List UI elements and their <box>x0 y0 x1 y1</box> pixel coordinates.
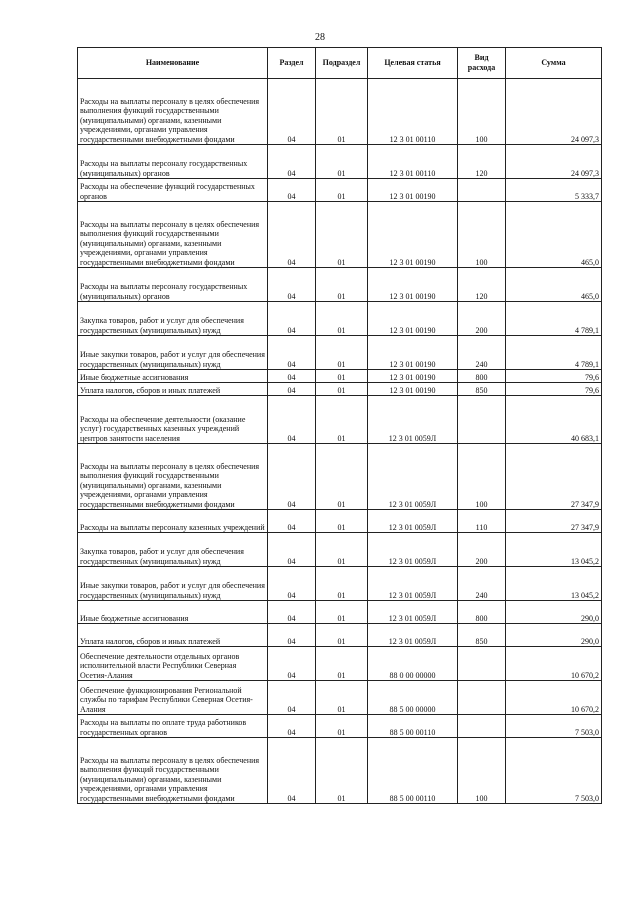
row-section: 04 <box>268 444 316 510</box>
table-row <box>78 383 602 396</box>
row-kind <box>458 681 506 715</box>
row-sum: 24 097,3 <box>506 145 602 179</box>
row-sum: 27 347,9 <box>506 510 602 533</box>
row-subsection: 01 <box>316 370 368 383</box>
row-target: 12 3 01 0059Л <box>368 510 458 533</box>
row-name: Расходы на выплаты персоналу казенных учреждений <box>78 510 268 533</box>
row-kind: 800 <box>458 370 506 383</box>
row-target: 12 3 01 00110 <box>368 145 458 179</box>
row-sum: 40 683,1 <box>506 396 602 444</box>
row-name: Расходы на выплаты персоналу в целях обеспечения выполнения функций государственными (муниципальными) органами, казенными учреждениями, органами управления государственными внебюджетными фондами <box>78 738 268 804</box>
row-name: Закупка товаров, работ и услуг для обеспечения государственных (муниципальных) нужд <box>78 533 268 567</box>
row-subsection: 01 <box>316 336 368 370</box>
row-kind: 100 <box>458 738 506 804</box>
table-body <box>78 79 602 804</box>
table-row <box>78 647 602 681</box>
row-sum: 13 045,2 <box>506 567 602 601</box>
table-row <box>78 145 602 179</box>
row-target: 88 5 00 00110 <box>368 738 458 804</box>
row-section: 04 <box>268 145 316 179</box>
row-section: 04 <box>268 715 316 738</box>
row-name: Расходы на обеспечение функций государственных органов <box>78 179 268 202</box>
header-name: Наименование <box>78 48 268 79</box>
row-sum: 7 503,0 <box>506 715 602 738</box>
header-section: Раздел <box>268 48 316 79</box>
table-row <box>78 79 602 145</box>
table-row <box>78 715 602 738</box>
row-subsection: 01 <box>316 510 368 533</box>
row-target: 12 3 01 0059Л <box>368 444 458 510</box>
row-target: 12 3 01 00190 <box>368 383 458 396</box>
row-sum: 4 789,1 <box>506 336 602 370</box>
budget-table <box>77 47 602 804</box>
row-kind <box>458 179 506 202</box>
row-section: 04 <box>268 681 316 715</box>
table-row <box>78 336 602 370</box>
row-subsection: 01 <box>316 202 368 268</box>
row-name: Расходы на выплаты персоналу в целях обеспечения выполнения функций государственными (муниципальными) органами, казенными учреждениями, органами управления государственными внебюджетными фондами <box>78 444 268 510</box>
row-target: 88 5 00 00110 <box>368 715 458 738</box>
row-kind: 110 <box>458 510 506 533</box>
row-section: 04 <box>268 179 316 202</box>
row-section: 04 <box>268 510 316 533</box>
table-header-row <box>78 48 602 79</box>
row-sum: 24 097,3 <box>506 79 602 145</box>
table-row <box>78 601 602 624</box>
row-section: 04 <box>268 533 316 567</box>
row-name: Уплата налогов, сборов и иных платежей <box>78 383 268 396</box>
row-sum: 290,0 <box>506 624 602 647</box>
table-row <box>78 738 602 804</box>
row-kind: 800 <box>458 601 506 624</box>
row-sum: 10 670,2 <box>506 647 602 681</box>
header-kind: Вид расхода <box>458 48 506 79</box>
table-row <box>78 444 602 510</box>
row-kind: 120 <box>458 145 506 179</box>
page-number: 28 <box>315 32 325 43</box>
row-sum: 10 670,2 <box>506 681 602 715</box>
row-kind: 240 <box>458 336 506 370</box>
row-subsection: 01 <box>316 179 368 202</box>
row-subsection: 01 <box>316 302 368 336</box>
row-kind: 200 <box>458 302 506 336</box>
row-sum: 7 503,0 <box>506 738 602 804</box>
row-kind <box>458 647 506 681</box>
row-sum: 79,6 <box>506 370 602 383</box>
row-kind: 100 <box>458 444 506 510</box>
row-kind: 100 <box>458 79 506 145</box>
row-section: 04 <box>268 302 316 336</box>
table-row <box>78 567 602 601</box>
row-name: Обеспечение функционирования Региональной службы по тарифам Республики Северная Осетия-Алания <box>78 681 268 715</box>
row-section: 04 <box>268 396 316 444</box>
row-target: 12 3 01 00190 <box>368 179 458 202</box>
row-sum: 4 789,1 <box>506 302 602 336</box>
table-row <box>78 179 602 202</box>
row-subsection: 01 <box>316 567 368 601</box>
row-name: Расходы на выплаты по оплате труда работников государственных органов <box>78 715 268 738</box>
row-section: 04 <box>268 268 316 302</box>
row-section: 04 <box>268 79 316 145</box>
row-sum: 79,6 <box>506 383 602 396</box>
table-row <box>78 681 602 715</box>
row-section: 04 <box>268 383 316 396</box>
row-target: 88 0 00 00000 <box>368 647 458 681</box>
row-sum: 27 347,9 <box>506 444 602 510</box>
row-subsection: 01 <box>316 624 368 647</box>
row-subsection: 01 <box>316 268 368 302</box>
row-subsection: 01 <box>316 383 368 396</box>
table-row <box>78 302 602 336</box>
row-name: Закупка товаров, работ и услуг для обеспечения государственных (муниципальных) нужд <box>78 302 268 336</box>
row-name: Уплата налогов, сборов и иных платежей <box>78 624 268 647</box>
row-target: 88 5 00 00000 <box>368 681 458 715</box>
row-target: 12 3 01 00110 <box>368 79 458 145</box>
row-target: 12 3 01 00190 <box>368 302 458 336</box>
row-name: Расходы на выплаты персоналу в целях обеспечения выполнения функций государственными (муниципальными) органами, казенными учреждениями, органами управления государственными внебюджетными фондами <box>78 79 268 145</box>
table-row <box>78 510 602 533</box>
header-sum: Сумма <box>506 48 602 79</box>
row-section: 04 <box>268 738 316 804</box>
row-subsection: 01 <box>316 738 368 804</box>
row-name: Расходы на обеспечение деятельности (оказание услуг) государственных казенных учреждений центров занятости населения <box>78 396 268 444</box>
row-name: Иные бюджетные ассигнования <box>78 601 268 624</box>
row-sum: 13 045,2 <box>506 533 602 567</box>
table-row <box>78 202 602 268</box>
row-target: 12 3 01 00190 <box>368 336 458 370</box>
row-subsection: 01 <box>316 681 368 715</box>
row-kind <box>458 396 506 444</box>
row-section: 04 <box>268 567 316 601</box>
row-subsection: 01 <box>316 647 368 681</box>
row-sum: 465,0 <box>506 268 602 302</box>
table-row <box>78 624 602 647</box>
row-target: 12 3 01 0059Л <box>368 601 458 624</box>
row-target: 12 3 01 0059Л <box>368 533 458 567</box>
row-sum: 5 333,7 <box>506 179 602 202</box>
row-kind: 850 <box>458 624 506 647</box>
row-target: 12 3 01 0059Л <box>368 567 458 601</box>
row-name: Расходы на выплаты персоналу в целях обеспечения выполнения функций государственными (муниципальными) органами, казенными учреждениями, органами управления государственными внебюджетными фондами <box>78 202 268 268</box>
row-target: 12 3 01 00190 <box>368 268 458 302</box>
row-name: Расходы на выплаты персоналу государственных (муниципальных) органов <box>78 268 268 302</box>
row-name: Обеспечение деятельности отдельных органов исполнительной власти Республики Северная Осетия-Алания <box>78 647 268 681</box>
row-subsection: 01 <box>316 79 368 145</box>
row-section: 04 <box>268 624 316 647</box>
row-kind: 240 <box>458 567 506 601</box>
row-kind: 200 <box>458 533 506 567</box>
header-subsection: Подраздел <box>316 48 368 79</box>
row-subsection: 01 <box>316 145 368 179</box>
row-subsection: 01 <box>316 715 368 738</box>
table-row <box>78 268 602 302</box>
row-kind <box>458 715 506 738</box>
table-row <box>78 370 602 383</box>
row-kind: 850 <box>458 383 506 396</box>
header-target: Целевая статья <box>368 48 458 79</box>
row-target: 12 3 01 0059Л <box>368 396 458 444</box>
row-subsection: 01 <box>316 444 368 510</box>
row-sum: 290,0 <box>506 601 602 624</box>
row-name: Иные закупки товаров, работ и услуг для обеспечения государственных (муниципальных) нужд <box>78 336 268 370</box>
row-subsection: 01 <box>316 396 368 444</box>
row-section: 04 <box>268 202 316 268</box>
row-target: 12 3 01 0059Л <box>368 624 458 647</box>
row-kind: 100 <box>458 202 506 268</box>
row-section: 04 <box>268 336 316 370</box>
row-name: Расходы на выплаты персоналу государственных (муниципальных) органов <box>78 145 268 179</box>
row-sum: 465,0 <box>506 202 602 268</box>
row-section: 04 <box>268 647 316 681</box>
row-name: Иные закупки товаров, работ и услуг для обеспечения государственных (муниципальных) нужд <box>78 567 268 601</box>
row-subsection: 01 <box>316 533 368 567</box>
row-section: 04 <box>268 370 316 383</box>
table-row <box>78 396 602 444</box>
row-subsection: 01 <box>316 601 368 624</box>
row-target: 12 3 01 00190 <box>368 202 458 268</box>
row-target: 12 3 01 00190 <box>368 370 458 383</box>
row-kind: 120 <box>458 268 506 302</box>
row-section: 04 <box>268 601 316 624</box>
row-name: Иные бюджетные ассигнования <box>78 370 268 383</box>
table-row <box>78 533 602 567</box>
